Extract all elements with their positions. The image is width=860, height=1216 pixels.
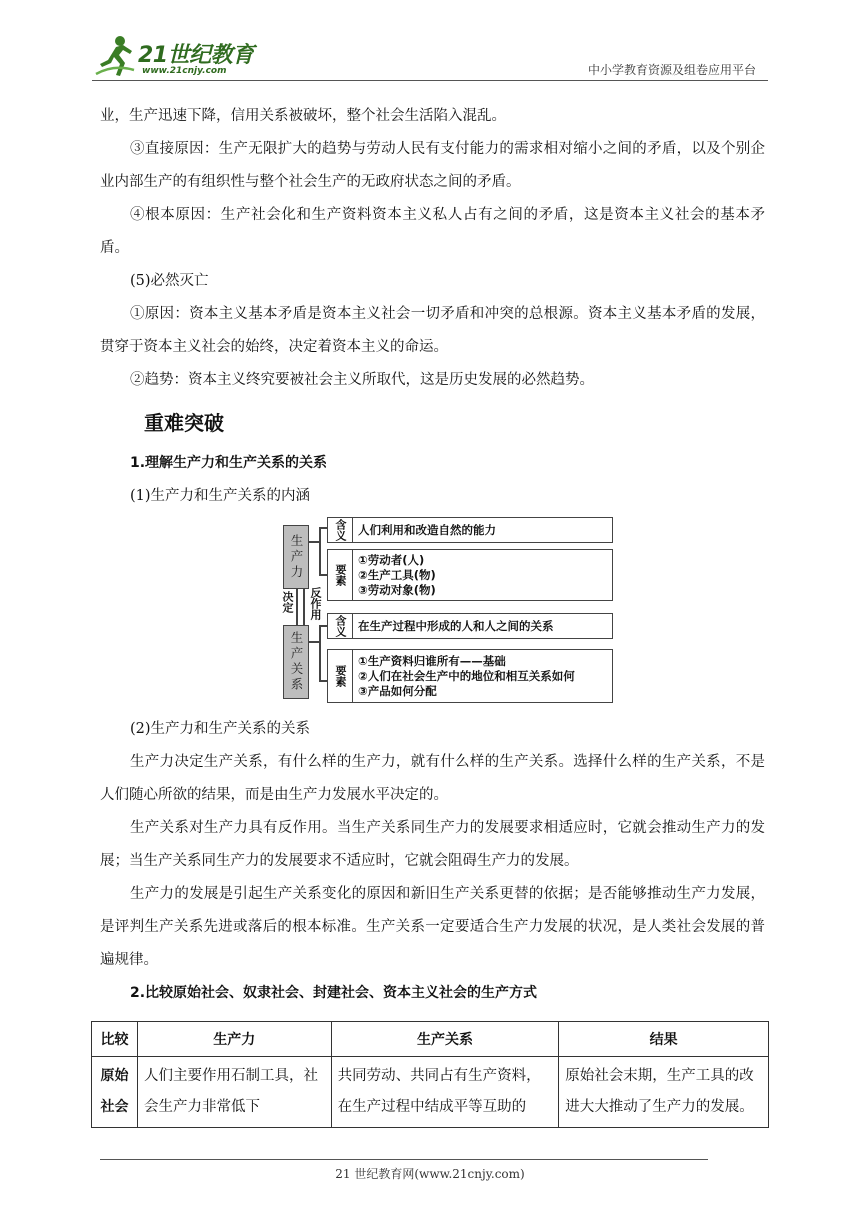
section-title: 重难突破 xyxy=(144,411,224,435)
productivity-element: ③劳动对象(物) xyxy=(358,582,436,597)
arrow-line xyxy=(296,589,298,625)
connector xyxy=(319,527,327,529)
tag-meaning: 含义 xyxy=(328,614,353,638)
subsection-item: (1)生产力和生产关系的内涵 xyxy=(130,488,311,504)
table-header-row xyxy=(92,1022,769,1057)
tag-elements: 要素 xyxy=(328,650,353,702)
table-header: 结果 xyxy=(559,1022,769,1057)
connector xyxy=(319,625,327,627)
table-cell: 人们主要作用石制工具，社会生产力非常低下 xyxy=(137,1057,331,1128)
productivity-element: ②生产工具(物) xyxy=(358,567,436,582)
connector xyxy=(319,527,321,575)
paragraph: ④根本原因：生产社会化和生产资料资本主义私人占有之间的矛盾，这是资本主义社会的基本矛盾。 xyxy=(100,207,765,256)
header-tagline: 中小学教育资源及组卷应用平台 xyxy=(587,63,756,77)
productivity-element: ①劳动者(人) xyxy=(358,552,425,567)
subsection-title: 2.比较原始社会、奴隶社会、封建社会、资本主义社会的生产方式 xyxy=(130,985,538,1001)
productivity-box: 生产力 xyxy=(283,525,309,589)
table-header: 比较 xyxy=(92,1022,138,1057)
paragraph: ①原因：资本主义基本矛盾是资本主义社会一切矛盾和冲突的总根源。资本主义基本矛盾的发展，贯穿于资本主义社会的始终，决定着资本主义的命运。 xyxy=(100,306,765,355)
productivity-meaning-text: 人们利用和改造自然的能力 xyxy=(358,522,496,537)
tag-meaning: 含义 xyxy=(328,518,353,542)
productivity-meaning-box xyxy=(327,517,613,543)
paragraph: 生产力决定生产关系，有什么样的生产力，就有什么样的生产关系。选择什么样的生产关系，不是人们随心所欲的结果，而是由生产力发展水平决定的。 xyxy=(100,754,765,803)
tag-elements: 要素 xyxy=(328,550,353,600)
table-cell: 原始社会末期，生产工具的改进大大推动了生产力的发展。 xyxy=(559,1057,769,1128)
footer-text: 21 世纪教育网(www.21cnjy.com) xyxy=(335,1167,525,1181)
relations-meaning-text: 在生产过程中形成的人和人之间的关系 xyxy=(358,618,554,633)
comparison-table xyxy=(91,1021,769,1128)
arrow-line xyxy=(303,589,305,625)
relations-elements-box xyxy=(327,649,613,703)
table-header: 生产关系 xyxy=(331,1022,559,1057)
table-cell: 原始社会 xyxy=(92,1057,138,1128)
connector xyxy=(319,625,321,681)
relations-element: ①生产资料归谁所有——基础 xyxy=(358,653,506,668)
table-cell: 共同劳动、共同占有生产资料，在生产过程中结成平等互助的 xyxy=(331,1057,559,1128)
page-content xyxy=(100,100,765,1010)
concept-diagram xyxy=(283,517,623,707)
paragraph: 生产关系对生产力具有反作用。当生产关系同生产力的发展要求相适应时，它就会推动生产力的发展；当生产关系同生产力的发展要求不适应时，它就会阻碍生产力的发展。 xyxy=(100,820,765,869)
paragraph: (5)必然灭亡 xyxy=(130,273,209,289)
runner-logo-icon xyxy=(94,34,136,78)
footer-divider xyxy=(100,1159,708,1160)
subsection-title: 1.理解生产力和生产关系的关系 xyxy=(130,455,328,471)
subsection-item: (2)生产力和生产关系的关系 xyxy=(130,721,311,737)
paragraph: ③直接原因：生产无限扩大的趋势与劳动人民有支付能力的需求相对缩小之间的矛盾，以及个别企业内部生产的有组织性与整个社会生产的无政府状态之间的矛盾。 xyxy=(100,141,765,190)
logo-text: 21世纪教育 xyxy=(138,43,254,68)
reacts-label: 反作用 xyxy=(309,587,322,620)
relations-meaning-box xyxy=(327,613,613,639)
paragraph: 生产力的发展是引起生产关系变化的原因和新旧生产关系更替的依据；是否能够推动生产力发展，是评判生产关系先进或落后的根本标准。生产关系一定要适合生产力发展的状况，是人类社会发展的普遍规律。 xyxy=(100,886,765,968)
productivity-elements-box xyxy=(327,549,613,601)
connector xyxy=(319,680,327,682)
header-divider xyxy=(92,80,768,81)
paragraph: ②趋势：资本主义终究要被社会主义所取代，这是历史发展的必然趋势。 xyxy=(130,372,594,388)
connector xyxy=(319,574,327,576)
logo-url: www.21cnjy.com xyxy=(142,66,227,76)
table-row xyxy=(92,1057,769,1128)
site-logo xyxy=(94,34,264,80)
relations-box: 生产关系 xyxy=(283,625,309,699)
paragraph: 业，生产迅速下降，信用关系被破坏，整个社会生活陷入混乱。 xyxy=(100,108,506,124)
relations-element: ②人们在社会生产中的地位和相互关系如何 xyxy=(358,668,575,683)
table-header: 生产力 xyxy=(137,1022,331,1057)
connector xyxy=(309,541,319,543)
connector xyxy=(309,641,319,643)
relations-element: ③产品如何分配 xyxy=(358,683,437,698)
decides-label: 决定 xyxy=(281,591,294,613)
